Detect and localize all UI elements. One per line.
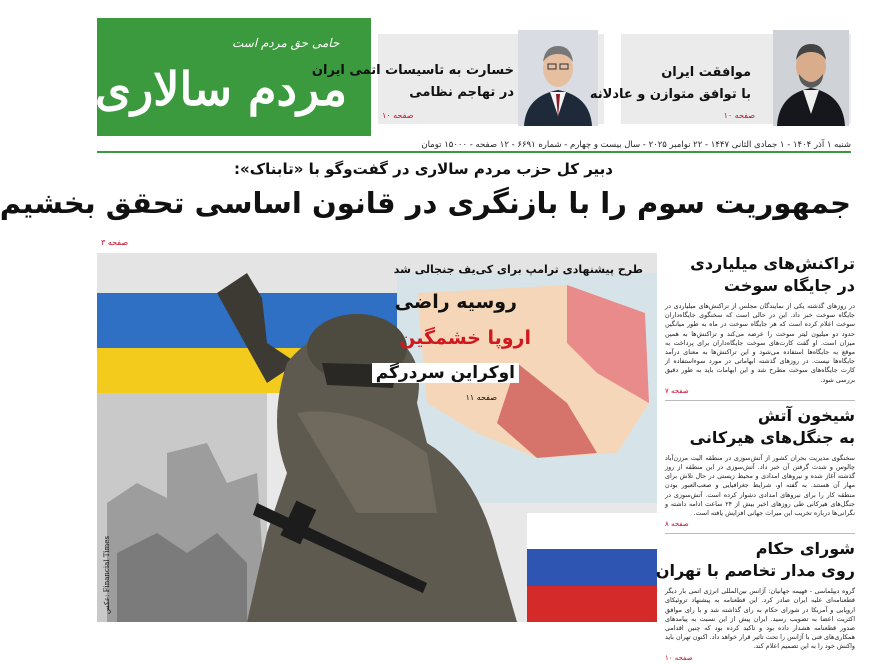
dateline: شنبه ۱ آذر ۱۴۰۴ - ۱ جمادی الثانی ۱۴۴۷ - ۲۲ نوامبر ۲۰۲۵ - سال بیست و چهارم - شماره ۶۶۹۱ - ۱۲ صفحه - ۱۵۰۰۰ تومان <box>97 139 851 153</box>
page-ref: صفحه ۳ <box>101 238 129 247</box>
page-ref: صفحه ۱۰ <box>723 111 755 120</box>
article-body: در روزهای گذشته یکی از نمایندگان مجلس از تراکنش‌های میلیاردی در جایگاه سوخت خبر داد. این در حالی است که سخنگوی جایگاه‌داران سوخت اعلام کرده است که هر جایگاه سوخت در ماه به طور میانگین حدود دو میلیون لیتر سوخت را عرضه می‌کند و تراکنش‌ها به همین میزان است. او گفت کارت‌های سوخت جایگاه‌داران برای پرداخت به موقع به جایگاه‌ها استفاده می‌شود و این تراکنش‌ها به معنای درآمد جایگاه‌ها نیست. در روزهای گذشته ابهاماتی در مورد سوءاستفاده از کارت جایگاه‌های سوخت مطرح شد و این ابهامات باید به طور دقیق بررسی شود. <box>665 302 855 384</box>
teaser-nuclear[interactable] <box>311 34 604 124</box>
article-title-line: در جایگاه سوخت <box>723 276 855 295</box>
portrait-photo <box>773 30 849 126</box>
side-column <box>655 253 855 662</box>
page-ref: صفحه ۱۰ <box>665 653 693 662</box>
portrait-photo <box>520 30 598 126</box>
teaser-title <box>312 60 514 104</box>
main-headline[interactable]: جمهوریت سوم را با بازنگری در قانون اساسی تحقق بخشیم <box>0 186 851 220</box>
masthead-name: مردم سالاری <box>94 62 347 116</box>
page-ref: صفحه ۱۱ <box>465 393 497 402</box>
article-fuel[interactable] <box>665 253 855 397</box>
article-title-line: روی مدار تخاصم با تهران <box>655 561 855 581</box>
article-title <box>665 405 855 449</box>
page-ref: صفحه ۸ <box>665 520 689 529</box>
article-title-line: شیخون آتش <box>757 405 855 425</box>
article-title <box>665 253 855 297</box>
article-iaea[interactable] <box>655 538 855 663</box>
teaser-agreement[interactable] <box>589 34 851 124</box>
teaser-line: با توافق متوازن و عادلانه <box>589 87 751 102</box>
masthead-tagline: حامی حق مردم است <box>232 36 340 50</box>
article-title <box>655 538 855 582</box>
article-title-line: تراکنش‌های میلیاردی <box>690 254 855 273</box>
photo-line-ukraine: اوکراین سردرگم <box>372 363 519 383</box>
page-ref: صفحه ۱۰ <box>382 111 414 120</box>
teaser-line: موافقت ایران <box>661 65 751 80</box>
photo-credit: Financial Times :عکس <box>103 536 111 614</box>
teaser-line: خسارت به تاسیسات اتمی ایران <box>311 63 514 78</box>
article-body: گروه دیپلماسی - فهیمه جهانیان: آژانس بین‌المللی انرژی اتمی بار دیگر قطعنامه‌ای علیه ایران صادر کرد. این قطعنامه به پیشنهاد تروئیکای اروپایی و آمریکا در شورای حکام به رای گذاشته شد و با رای موافق اکثریت اعضا به تصویب رسید. ایران پیش از این نسبت به پیامدهای صدور قطعنامه هشدار داده بود و تاکید کرده بود که چنین اقدامی همکاری‌های فنی با آژانس را تحت تاثیر قرار خواهد داد. اکنون تهران باید واکنش خود را به این تصمیم اعلام کند. <box>665 587 855 651</box>
article-fire[interactable] <box>665 405 855 530</box>
article-title-line: به جنگل‌های هیرکانی <box>689 427 855 447</box>
headline-kicker: دبیر کل حزب مردم سالاری در گفت‌وگو با «تابناک»: <box>234 160 613 178</box>
article-body: سخنگوی مدیریت بحران کشور از آتش‌سوزی در منطقه الیت مرزن‌آباد چالوس و شدت گرفتن آن خبر داد. آتش‌سوزی در این منطقه از روز گذشته آغاز شده و نیروهای امدادی و محیط زیستی در حال تلاش برای مهار آن هستند. به گفته او، شرایط جغرافیایی و صعب‌العبور بودن منطقه کار را برای نیروهای امدادی دشوار کرده است. آتش‌سوزی در جنگل‌های هیرکانی طی روزهای اخیر بیش از ۲۴ ساعت ادامه داشته و نگرانی‌ها درباره تخریب این میراث جهانی افزایش یافته است. <box>665 453 855 518</box>
teaser-line: در تهاجم نظامی <box>409 85 514 100</box>
photo-line-europe: اروپا خشمگین <box>399 327 531 349</box>
divider <box>665 400 855 401</box>
divider <box>665 533 855 534</box>
photo-line-russia: روسیه راضی <box>394 291 517 313</box>
article-title-line: شورای حکام <box>755 539 855 559</box>
page-ref: صفحه ۷ <box>665 386 689 395</box>
main-photo[interactable] <box>97 253 657 622</box>
photo-caption: طرح پیشنهادی ترامپ برای کی‌یف جنجالی شد <box>393 263 643 276</box>
teaser-title <box>590 62 751 106</box>
